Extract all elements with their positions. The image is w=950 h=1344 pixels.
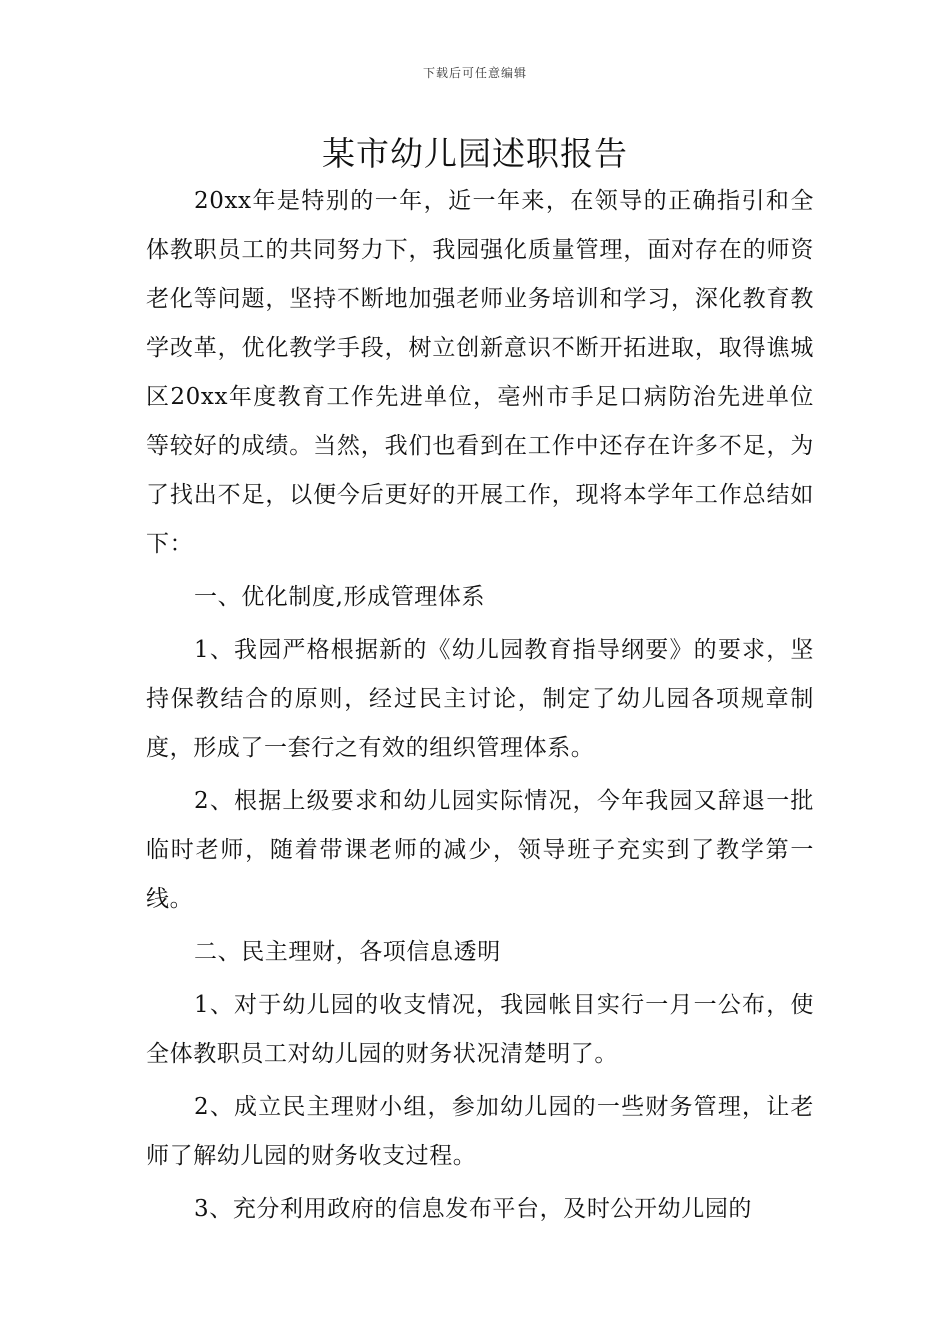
paragraph-2-1: 1、对于幼儿园的收支情况，我园帐目实行一月一公布，使全体教职员工对幼儿园的财务状况清楚明了。 bbox=[146, 992, 814, 1067]
paragraph-1-2: 2、根据上级要求和幼儿园实际情况，今年我园又辞退一批临时老师，随着带课老师的减少，领导班子充实到了教学第一线。 bbox=[146, 788, 814, 912]
paragraph-1-1: 1、我园严格根据新的《幼儿园教育指导纲要》的要求，坚持保教结合的原则，经过民主讨论，制定了幼儿园各项规章制度，形成了一套行之有效的组织管理体系。 bbox=[146, 637, 814, 761]
document-title: 某市幼儿园述职报告 bbox=[322, 134, 628, 173]
section-heading-1: 一、优化制度,形成管理体系 bbox=[194, 584, 486, 610]
header-note: 下载后可任意编辑 bbox=[422, 66, 527, 80]
paragraph-2-3: 3、充分利用政府的信息发布平台，及时公开幼儿园的 bbox=[194, 1196, 753, 1222]
document-body bbox=[146, 177, 814, 1234]
paragraph-2-2: 2、成立民主理财小组，参加幼儿园的一些财务管理，让老师了解幼儿园的财务收支过程。 bbox=[146, 1094, 814, 1169]
section-heading-2: 二、民主理财，各项信息透明 bbox=[194, 939, 501, 965]
paragraph-intro: 20xx年是特别的一年，近一年来，在领导的正确指引和全体教职员工的共同努力下，我园强化质量管理，面对存在的师资老化等问题，坚持不断地加强老师业务培训和学习，深化教育教学改革，优化教学手段，树立创新意识不断开拓进取，取得谯城区20xx年度教育工作先进单位，亳州市手足口病防治先进单位等较好的成绩。当然，我们也看到在工作中还存在许多不足，为了找出不足，以便今后更好的开展工作，现将本学年工作总结如下： bbox=[146, 188, 814, 557]
